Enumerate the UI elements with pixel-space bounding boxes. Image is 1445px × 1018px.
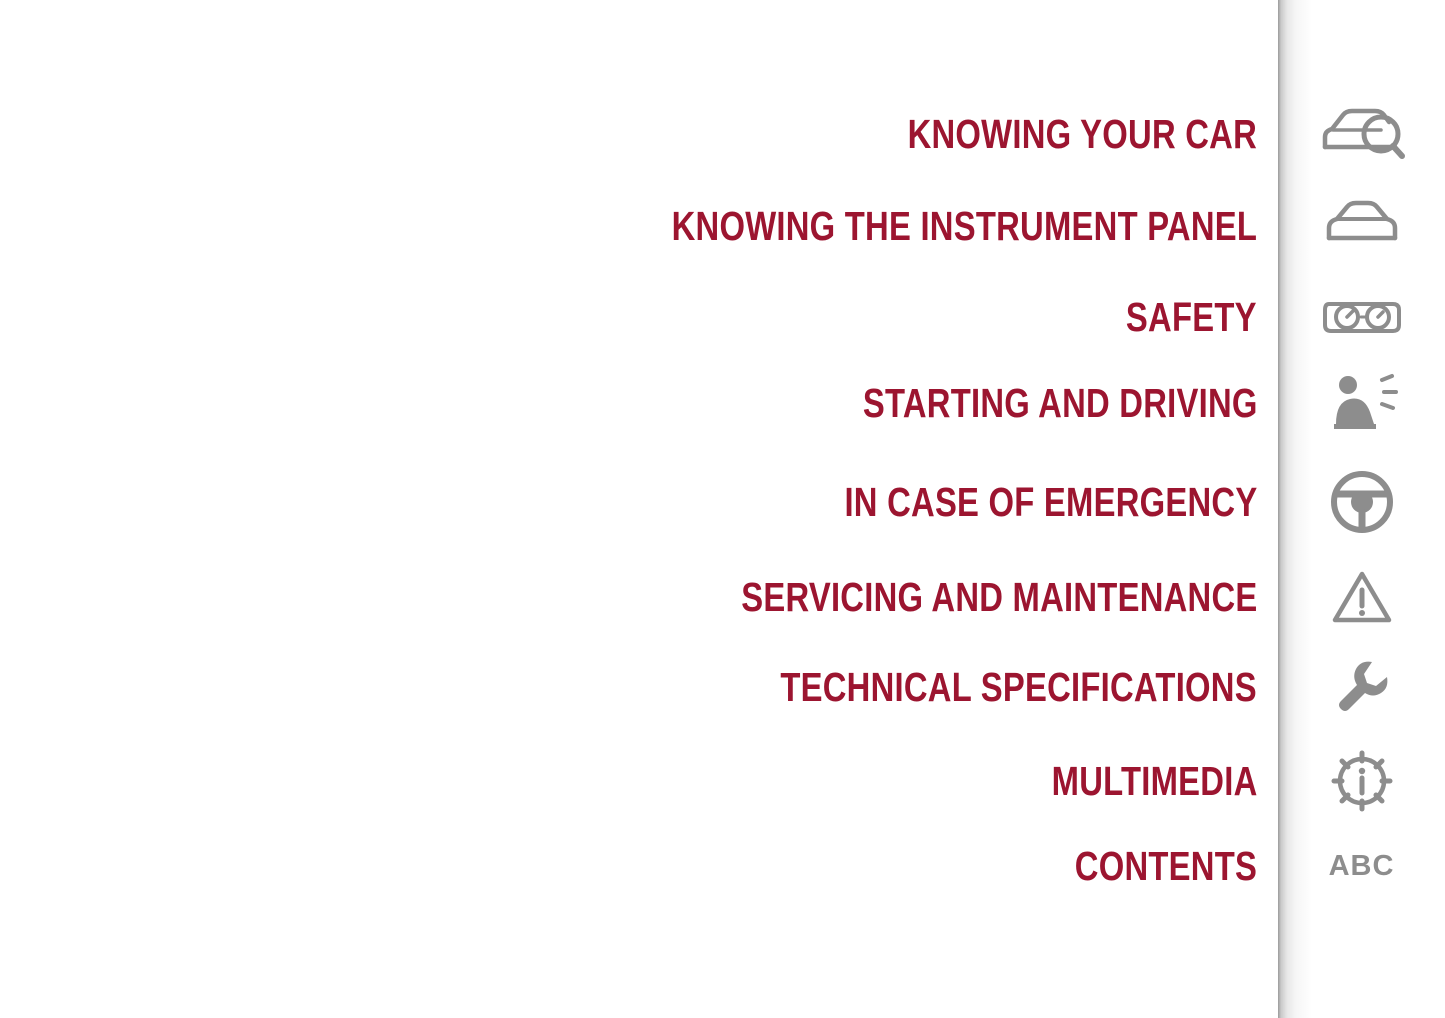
abc-icon: ABC [1328, 849, 1395, 882]
steering-wheel-icon [1327, 470, 1397, 534]
warning-triangle-icon [1330, 568, 1394, 626]
rail-item-multimedia[interactable] [1278, 735, 1445, 827]
car-magnifier-icon [1319, 103, 1405, 165]
info-gear-icon [1330, 749, 1394, 813]
menu-item-label: TECHNICAL SPECIFICATIONS [780, 664, 1258, 710]
rail-item-instrument-panel[interactable] [1278, 180, 1445, 272]
menu-item-safety[interactable] [0, 271, 1278, 363]
menu-item-label: KNOWING YOUR CAR [907, 111, 1258, 157]
menu-item-servicing-and-maintenance[interactable] [0, 551, 1278, 643]
menu-item-label: MULTIMEDIA [1051, 758, 1258, 804]
rail-item-starting-and-driving[interactable] [1278, 357, 1445, 449]
wrench-icon [1331, 656, 1393, 718]
menu-item-knowing-the-instrument-panel[interactable] [0, 180, 1278, 272]
menu-item-technical-specifications[interactable] [0, 641, 1278, 733]
menu-item-label: CONTENTS [1074, 843, 1258, 889]
chapter-icon-rail [1278, 0, 1445, 1018]
menu-item-label: KNOWING THE INSTRUMENT PANEL [671, 203, 1258, 249]
menu-item-in-case-of-emergency[interactable] [0, 456, 1278, 548]
dashboard-gauge-icon [1319, 292, 1405, 342]
rail-item-knowing-your-car[interactable] [1278, 88, 1445, 180]
rail-item-servicing-and-maintenance[interactable] [1278, 551, 1445, 643]
menu-item-knowing-your-car[interactable] [0, 88, 1278, 180]
menu-item-contents[interactable] [0, 820, 1278, 912]
menu-item-label: STARTING AND DRIVING [862, 380, 1258, 426]
menu-item-label: IN CASE OF EMERGENCY [844, 479, 1258, 525]
menu-item-multimedia[interactable] [0, 735, 1278, 827]
menu-item-starting-and-driving[interactable] [0, 357, 1278, 449]
rail-item-technical-specifications[interactable] [1278, 641, 1445, 733]
rail-item-safety[interactable] [1278, 271, 1445, 363]
car-front-icon [1322, 198, 1402, 254]
seatbelt-person-icon [1324, 372, 1400, 434]
menu-item-label: SAFETY [1126, 294, 1258, 340]
rail-item-in-case-of-emergency[interactable] [1278, 456, 1445, 548]
rail-item-contents[interactable] [1278, 820, 1445, 912]
menu-item-label: SERVICING AND MAINTENANCE [740, 574, 1258, 620]
